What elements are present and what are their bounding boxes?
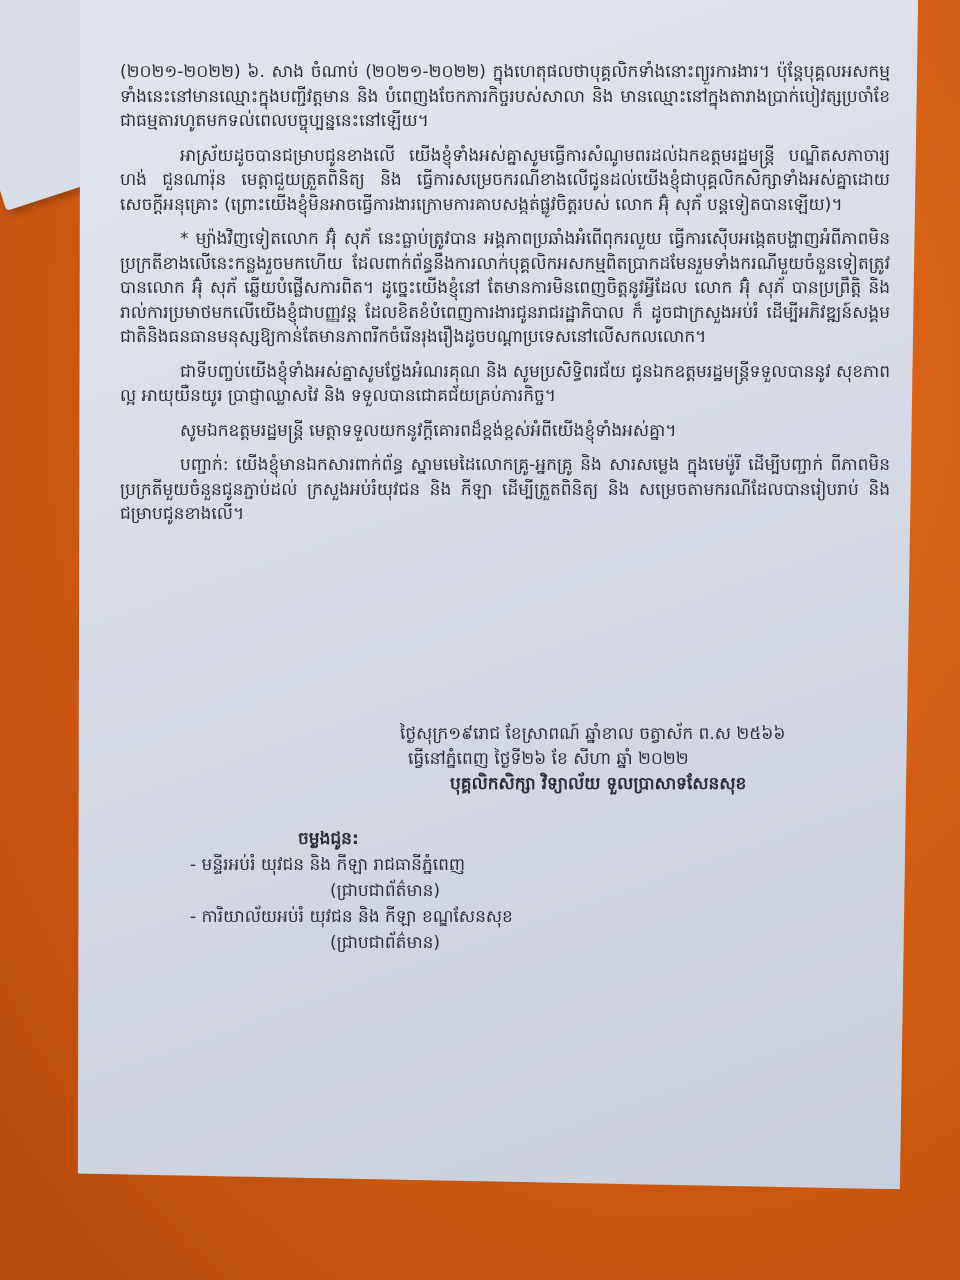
paragraph-6: បញ្ជាក់: យើងខ្ញុំមានឯកសារពាក់ព័ន្ធ ស្នាមមេដៃលោកគ្រូ-អ្នកគ្រូ និង សារសម្លេង ក្នុងមេម៉ូរី ដើម្បីបញ្ជាក់ ពីភាពមិនប្រក្រតីមួយចំនួនជូនភ្ជាប់ដល់ ក្រសួងអប់រំយុវជន និង កីឡា ដើម្បីត្រួតពិនិត្យ និង សម្រេចតាមករណីដែលបានរៀបរាប់ និង ជម្រាបជូនខាងលើ។	[120, 455, 890, 524]
paragraph-3: * ម្យ៉ាងវិញទៀតលោក អ៊ុំ សុភ័ នេះធ្លាប់ត្រូវបាន អង្គភាពប្រឆាំងអំពើពុករលួយ ធ្វើការស៊ើបអង្កេតបង្ហាញអំពីភាពមិនប្រក្រតីខាងលើនេះកន្លងរួចមកហើយ ដែលពាក់ព័ន្ធនឹងការលាក់បុគ្គលិកអសកម្មពិតប្រាកដមែនរួមទាំងករណីមួយចំនួនទៀតត្រូវបានលោក អ៊ុំ សុភ័ ឆ្លើយបំផ្លើសការពិត។ ដូច្នេះយើងខ្ញុំនៅ តែមានការមិនពេញចិត្តនូវអ្វីដែល លោក អ៊ុំ សុភ័ បានប្រព្រឹត្តិ និង រាល់ការប្រមាថមកលើយើងខ្ញុំជាបញ្ញវន្ត ដែលខិតខំបំពេញការងារជូនរាជរដ្ឋាភិបាល ក៏ ដូចជាក្រសួងអប់រំ ដើម្បីអភិវឌ្ឍន៍សង្គមជាតិនិងធនធានមនុស្សឱ្យកាន់តែមានភាពរីកចំរើនរុងរឿងដូចបណ្ដាប្រទេសនៅលើសកលលោក។	[120, 229, 890, 347]
paragraph-5: សូមឯកឧត្តមរដ្ឋមន្ត្រី មេត្តាទទួលយកនូវក្តីគោរពដ៏ខ្ពង់ខ្ពស់អំពីយើងខ្ញុំទាំងអស់គ្នា។	[180, 420, 677, 441]
sender-name: បុគ្គលិកសិក្សា វិទ្យាល័យ ទួលប្រាសាទសែនសុខ	[450, 774, 747, 794]
copy-to-block	[190, 826, 690, 956]
place-date: ធ្វើនៅភ្នំពេញ ថ្ងៃទី២៦ ខែ សីហា ឆ្នាំ ២០២២	[408, 749, 689, 769]
lunar-date: ថ្ងៃសុក្រ១៩រោជ ខែស្រាពណ៍ ឆ្នាំខាល ចត្វាស័ក ព.ស ២៥៦៦	[400, 724, 786, 744]
letter-body	[120, 60, 890, 537]
copy-recipient-1: - មន្ទីរអប់រំ យុវជន និង កីឡា រាជធានីភ្នំពេញ	[190, 855, 466, 875]
paragraph-4: ជាទីបញ្ចប់យើងខ្ញុំទាំងអស់គ្នាសូមថ្លែងអំណរគុណ និង សូមប្រសិទ្ធិពរជ័យ ជូនឯកឧត្តមរដ្ឋមន្ត្រីទទួលបាននូវ សុខភាពល្អ អាយុយឺនយូរ ប្រាជ្ញាឈ្លាសវៃ និង ទទួលបានជោគជ័យគ្រប់ភារកិច្ច។	[120, 361, 890, 406]
paragraph-2: អាស្រ័យដូចបានជម្រាបជូនខាងលើ យើងខ្ញុំទាំងអស់គ្នាសូមធ្វើការសំណូមពរដល់ឯកឧត្តមរដ្ឋមន្ត្រី បណ្ឌិតសភាចារ្យ ហង់ ជួនណារ៉ុន មេត្តាជួយត្រួតពិនិត្យ និង ធ្វើការសម្រេចករណីខាងលើជូនដល់យើងខ្ញុំជាបុគ្គលិកសិក្សាទាំងអស់គ្នាដោយសេចក្ដីអនុគ្រោះ (ព្រោះយើងខ្ញុំមិនអាចធ្វើការងារក្រោមការគាបសង្កត់ផ្លូវចិត្តរបស់ លោក អ៊ុំ សុភ័ បន្តទៀតបានឡើយ)។	[120, 145, 890, 215]
copy-note-2: (ជ្រាបជាព័ត៌មាន)	[330, 933, 441, 953]
copy-note-1: (ជ្រាបជាព័ត៌មាន)	[330, 881, 441, 901]
copy-to-title: ចម្លងជូន:	[298, 829, 359, 849]
copy-recipient-2: - ការិយាល័យអប់រំ យុវជន និង កីឡា ខណ្ឌសែនសុខ	[190, 907, 513, 927]
paragraph-1: (២០២១-២០២២) ៦. សាង ចំណាប់ (២០២១-២០២២) ក្នុងហេតុផលថាបុគ្គលិកទាំងនោះព្យួរការងារ។ ប៉ុន្តែបុគ្គលអសកម្មទាំងនេះនៅមានឈ្មោះក្នុងបញ្ជីវត្តមាន និង បំពេញងចែកភារកិច្ចរបស់សាលា និង មានឈ្មោះនៅក្នុងតារាងប្រាក់បៀវត្សប្រចាំខែ ជាធម្មតារហូតមកទល់ពេលបច្ចុប្បន្ននេះនៅឡើយ។	[120, 62, 890, 131]
signature-block	[400, 722, 850, 797]
